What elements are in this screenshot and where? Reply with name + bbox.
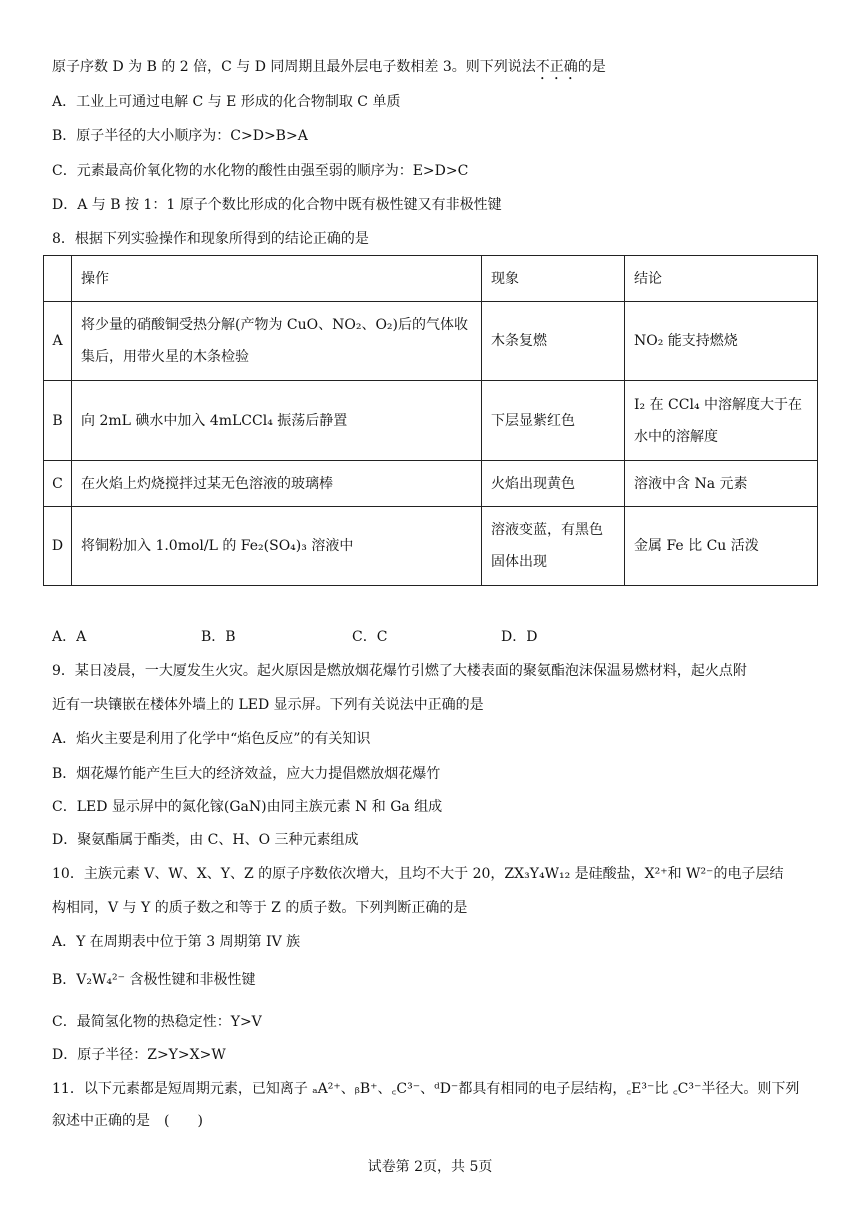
- table-row: [44, 381, 818, 461]
- row-label: C: [44, 461, 72, 507]
- q8-option-d: D．D: [501, 629, 538, 645]
- row-phenomenon: 下层显紫红色: [482, 381, 625, 461]
- q9-stem-line2: 近有一块镶嵌在楼体外墙上的 LED 显示屏。下列有关说法中正确的是: [52, 697, 484, 713]
- row-operation: 将铜粉加入 1.0mol/L 的 Fe₂(SO₄)₃ 溶液中: [72, 507, 482, 586]
- q10-stem-line2: 构相同，V 与 Y 的质子数之和等于 Z 的质子数。下列判断正确的是: [52, 900, 468, 916]
- q9-option-d: D．聚氨酯属于酯类，由 C、H、O 三种元素组成: [52, 832, 359, 848]
- q11-stem-line2: 叙述中正确的是 ( ): [52, 1113, 203, 1129]
- row-conclusion: 金属 Fe 比 Cu 活泼: [625, 507, 818, 586]
- row-label: D: [44, 507, 72, 586]
- row-phenomenon: 木条复燃: [482, 302, 625, 381]
- q7-option-a: A．工业上可通过电解 C 与 E 形成的化合物制取 C 单质: [52, 94, 401, 110]
- header-phenomenon: 现象: [482, 256, 625, 302]
- q9-option-a: A．焰火主要是利用了化学中“焰色反应”的有关知识: [52, 731, 371, 747]
- q10-option-b: B．V₂W₄²⁻ 含极性键和非极性键: [52, 972, 256, 988]
- q8-option-a: A．A: [52, 629, 87, 645]
- row-operation: 向 2mL 碘水中加入 4mLCCl₄ 振荡后静置: [72, 381, 482, 461]
- table-row: [44, 461, 818, 507]
- row-conclusion: NO₂ 能支持燃烧: [625, 302, 818, 381]
- table-row: [44, 302, 818, 381]
- row-operation: 将少量的硝酸铜受热分解(产物为 CuO、NO₂、O₂)后的气体收集后，用带火星的木条检验: [72, 302, 482, 381]
- header-conclusion: 结论: [625, 256, 818, 302]
- table-header-row: [44, 256, 818, 302]
- q10-option-d: D．原子半径：Z>Y>X>W: [52, 1047, 226, 1063]
- q8-option-c: C．C: [352, 629, 388, 645]
- q10-stem-line1: 10．主族元素 V、W、X、Y、Z 的原子序数依次增大，且均不大于 20，ZX₃Y₄W₁₂ 是硅酸盐，X²⁺和 W²⁻的电子层结: [52, 866, 784, 882]
- row-phenomenon: 火焰出现黄色: [482, 461, 625, 507]
- row-operation: 在火焰上灼烧搅拌过某无色溶液的玻璃棒: [72, 461, 482, 507]
- row-phenomenon: 溶液变蓝，有黑色固体出现: [482, 507, 625, 586]
- q7-stem: [52, 57, 606, 83]
- q8-option-b: B．B: [201, 629, 236, 645]
- q7-option-c: C．元素最高价氧化物的水化物的酸性由强至弱的顺序为：E>D>C: [52, 163, 469, 179]
- table-row: [44, 507, 818, 586]
- q10-option-a: A．Y 在周期表中位于第 3 周期第 IV 族: [52, 934, 301, 950]
- q7-option-b: B．原子半径的大小顺序为：C>D>B>A: [52, 128, 308, 144]
- q7-stem-end: 的是: [577, 59, 606, 75]
- q7-stem-emphasis: 不正确: [535, 59, 578, 75]
- row-conclusion: 溶液中含 Na 元素: [625, 461, 818, 507]
- row-label: B: [44, 381, 72, 461]
- q7-stem-text: 原子序数 D 为 B 的 2 倍，C 与 D 同周期且最外层电子数相差 3。则下列说法: [52, 59, 536, 75]
- q10-option-c: C．最简氢化物的热稳定性：Y>V: [52, 1014, 262, 1030]
- q9-stem-line1: 9．某日凌晨，一大厦发生火灾。起火原因是燃放烟花爆竹引燃了大楼表面的聚氨酯泡沫保温易燃材料，起火点附: [52, 663, 747, 679]
- page-footer: 试卷第 2页，共 5页: [367, 1159, 493, 1175]
- q8-stem: 8．根据下列实验操作和现象所得到的结论正确的是: [52, 231, 369, 247]
- header-operation: 操作: [72, 256, 482, 302]
- q8-experiment-table: [43, 255, 818, 586]
- header-label-cell: [44, 256, 72, 302]
- row-conclusion: I₂ 在 CCl₄ 中溶解度大于在水中的溶解度: [625, 381, 818, 461]
- q7-option-d: D．A 与 B 按 1：1 原子个数比形成的化合物中既有极性键又有非极性键: [52, 197, 502, 213]
- q9-option-c: C．LED 显示屏中的氮化镓(GaN)由同主族元素 N 和 Ga 组成: [52, 799, 443, 815]
- row-label: A: [44, 302, 72, 381]
- q9-option-b: B．烟花爆竹能产生巨大的经济效益，应大力提倡燃放烟花爆竹: [52, 766, 441, 782]
- q11-stem-line1: 11．以下元素都是短周期元素，已知离子 ₐA²⁺、ᵦB⁺、꜀C³⁻、ᵈD⁻都具有相同的电子层结构，꜀E³⁻比 ꜀C³⁻半径大。则下列: [52, 1081, 800, 1097]
